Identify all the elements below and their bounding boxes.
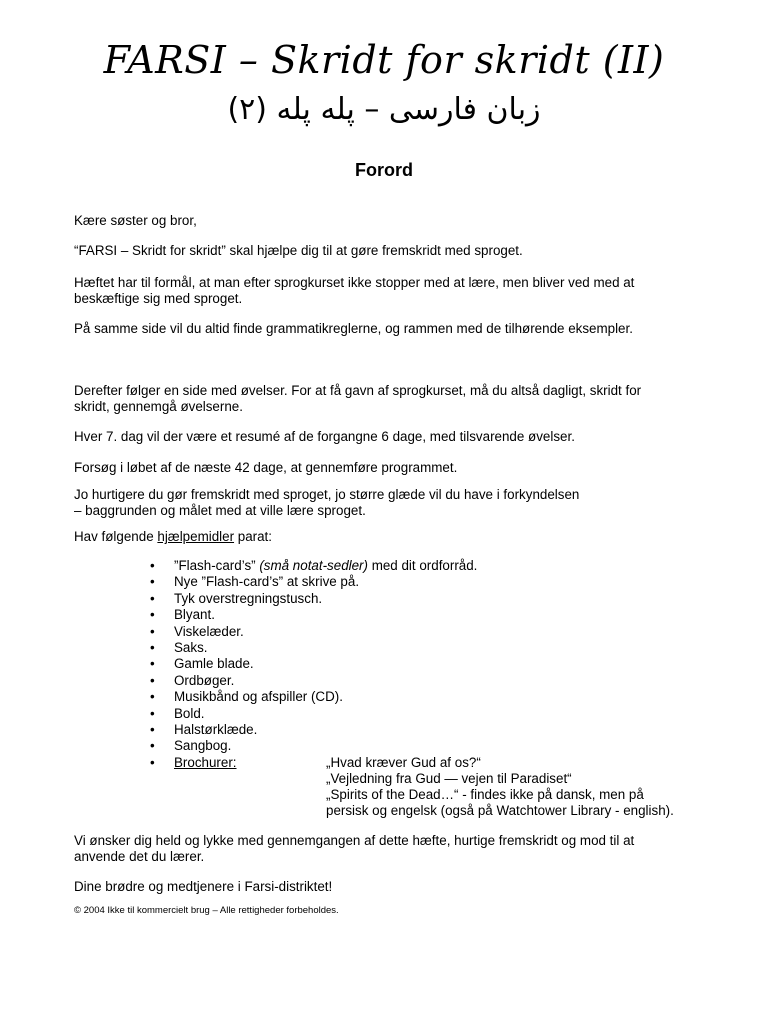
paragraph-progress-line-2: – baggrunden og målet med at ville lære sproget. <box>74 503 366 518</box>
brochures-label: Brochurer: <box>174 754 237 770</box>
list-item: • Gamle blade. <box>150 656 477 672</box>
persian-subtitle: زبان فارسی – پله پله (۲) <box>227 92 541 127</box>
paragraph-summary: Hver 7. dag vil der være et resumé af de forgangne 6 dage, med tilsvarende øvelser. <box>74 429 575 444</box>
paragraph-aids <box>74 529 714 545</box>
list-item: • Bold. <box>150 706 477 722</box>
brochure-note: persisk og engelsk (også på Watchtower Library - english). <box>326 802 674 818</box>
list-item-brochures <box>150 754 674 818</box>
list-item: • Viskelæder. <box>150 624 477 640</box>
list-item-text: ”Flash-card’s” <box>174 558 260 573</box>
paragraph-progress <box>74 487 714 519</box>
paragraph-purpose <box>74 275 714 307</box>
brochure-title: „Hvad kræver Gud af os?“ <box>326 754 481 770</box>
list-item: • Ordbøger. <box>150 673 477 689</box>
paragraph-purpose-line-1: Hæftet har til formål, at man efter sprogkurset ikke stopper med at lære, men bliver ved med at <box>74 275 635 290</box>
list-item: • Tyk overstregningstusch. <box>150 591 477 607</box>
paragraph-purpose-line-2: beskæftige sig med sproget. <box>74 291 243 306</box>
list-item-italic-note: (små notat-sedler) <box>259 558 368 573</box>
brochure-title: „Spirits of the Dead…“ - findes ikke på dansk, men på <box>326 786 644 802</box>
section-heading: Forord <box>355 160 413 180</box>
signature-line: Dine brødre og medtjenere i Farsi-distriktet! <box>74 879 333 894</box>
paragraph-exercises <box>74 383 714 415</box>
paragraph-closing <box>74 833 714 865</box>
aids-text-pre: Hav følgende <box>74 529 158 544</box>
list-item: • Nye ”Flash-card’s” at skrive på. <box>150 574 477 590</box>
list-item: • Saks. <box>150 640 477 656</box>
paragraph-program: Forsøg i løbet af de næste 42 dage, at gennemføre programmet. <box>74 460 458 475</box>
brochure-title: „Vejledning fra Gud — vejen til Paradiset“ <box>326 770 572 786</box>
paragraph-exercises-line-1: Derefter følger en side med øvelser. For at få gavn af sprogkurset, må du altså dagligt, skridt for <box>74 383 642 398</box>
aids-list <box>150 558 674 818</box>
paragraph-closing-line-1: Vi ønsker dig held og lykke med gennemgangen af dette hæfte, hurtige fremskridt og mod til at <box>74 833 635 848</box>
aids-text-post: parat: <box>234 529 272 544</box>
greeting: Kære søster og bror, <box>74 213 197 228</box>
list-item <box>150 558 477 574</box>
list-item-text: med dit ordforråd. <box>367 558 478 573</box>
document-title: FARSI – Skridt for skridt (II) <box>103 38 665 82</box>
brochures-list <box>326 755 674 819</box>
paragraph-progress-line-1: Jo hurtigere du gør fremskridt med sproget, jo større glæde vil du have i forkyndelsen <box>74 487 580 502</box>
aids-underlined-word: hjælpemidler <box>157 529 235 544</box>
paragraph-closing-line-2: anvende det du lærer. <box>74 849 205 864</box>
paragraph-exercises-line-2: skridt, gennemgå øvelserne. <box>74 399 243 414</box>
paragraph-intro: “FARSI – Skridt for skridt” skal hjælpe dig til at gøre fremskridt med sproget. <box>74 243 523 258</box>
copyright-footer: © 2004 Ikke til kommercielt brug – Alle rettigheder forbeholdes. <box>74 905 339 916</box>
list-item: • Blyant. <box>150 607 477 623</box>
list-item: • Halstørklæde. <box>150 722 477 738</box>
paragraph-grammar: På samme side vil du altid finde grammatikreglerne, og rammen med de tilhørende eksempler. <box>74 321 633 336</box>
list-item: • Musikbånd og afspiller (CD). <box>150 689 477 705</box>
list-item: • Sangbog. <box>150 738 477 754</box>
